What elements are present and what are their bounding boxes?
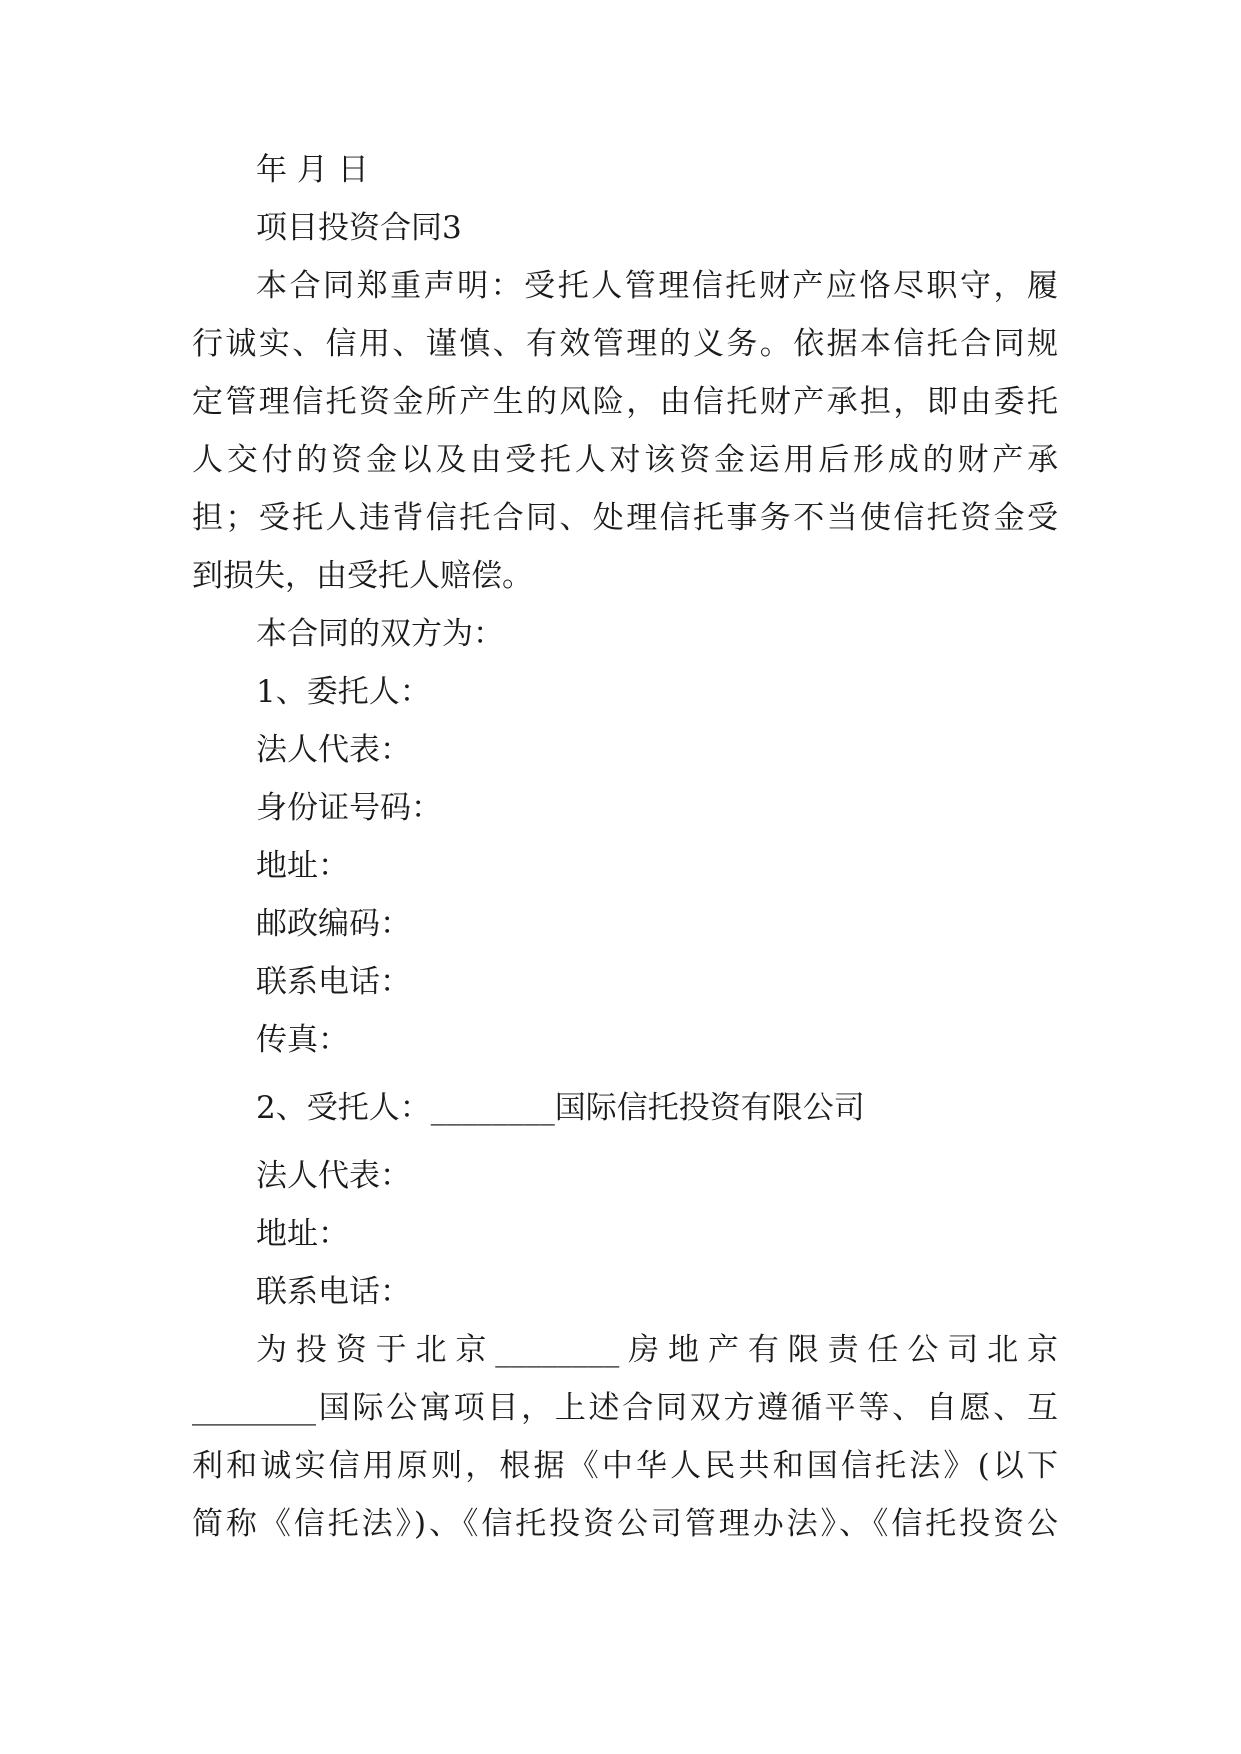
- field-label: 身份证号码：: [256, 790, 442, 826]
- field-label: 地址：: [256, 848, 349, 884]
- paragraph-line: 为投资于北京________房地产有限责任公司北京: [256, 1332, 1058, 1368]
- parties-heading: 本合同的双方为：: [256, 616, 504, 652]
- field-label: 1、委托人：: [256, 674, 431, 710]
- paragraph-line: ________国际公寓项目，上述合同双方遵循平等、自愿、互: [192, 1390, 1058, 1426]
- paragraph-line: 人交付的资金以及由受托人对该资金运用后形成的财产承: [192, 442, 1058, 478]
- section-title: 项目投资合同3: [256, 210, 462, 246]
- field-label: 传真：: [256, 1022, 349, 1058]
- field-label: 2、受托人：________国际信托投资有限公司: [256, 1090, 865, 1126]
- paragraph-line: 到损失，由受托人赔偿。: [192, 558, 533, 594]
- paragraph-line: 定管理信托资金所产生的风险，由信托财产承担，即由委托: [192, 384, 1058, 420]
- field-label: 联系电话：: [256, 964, 411, 1000]
- paragraph-line: 利和诚实信用原则，根据《中华人民共和国信托法》(以下: [192, 1448, 1058, 1484]
- paragraph-line: 简称《信托法》)、《信托投资公司管理办法》、《信托投资公: [192, 1506, 1058, 1542]
- field-label: 法人代表：: [256, 732, 411, 768]
- field-label: 邮政编码：: [256, 906, 411, 942]
- paragraph-line: 担；受托人违背信托合同、处理信托事务不当使信托资金受: [192, 500, 1058, 536]
- field-label: 法人代表：: [256, 1158, 411, 1194]
- date-line: 年 月 日: [256, 152, 369, 188]
- field-label: 地址：: [256, 1216, 349, 1252]
- paragraph-line: 本合同郑重声明：受托人管理信托财产应恪尽职守，履: [256, 268, 1058, 304]
- field-label: 联系电话：: [256, 1274, 411, 1310]
- paragraph-line: 行诚实、信用、谨慎、有效管理的义务。依据本信托合同规: [192, 326, 1058, 362]
